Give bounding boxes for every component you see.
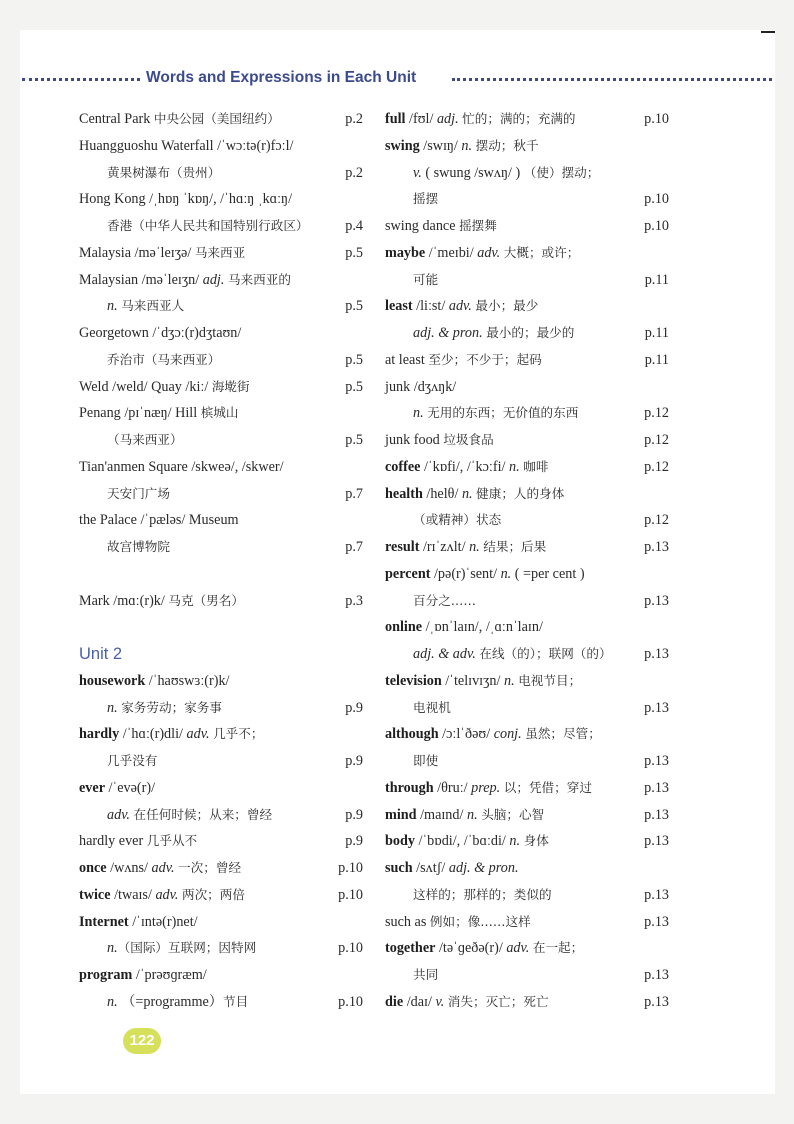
part-of-speech: adj.: [202, 271, 228, 288]
page-reference: p.4: [345, 218, 363, 234]
page-reference: p.10: [338, 860, 363, 876]
word-entry: [79, 320, 363, 347]
chinese-meaning: 家务劳动；家务事: [121, 699, 222, 715]
part-of-speech: n.: [469, 539, 484, 555]
headword: coffee: [385, 458, 421, 475]
entry-text: Hong Kong /ˌhɒŋ ˈkɒŋ/, /ˈhɑːŋ ˌkɑːŋ/: [79, 191, 293, 208]
chinese-meaning: 摆动；秋千: [475, 137, 539, 153]
chinese-meaning: 马克（男名）: [168, 592, 244, 608]
entry-text: junk food: [385, 432, 444, 448]
chinese-meaning: （国际）互联网；因特网: [117, 940, 257, 956]
page-reference: p.13: [644, 913, 669, 930]
page-reference: p.13: [644, 806, 669, 823]
entry-text: Malaysian /məˈleɪʒn/: [79, 271, 203, 288]
entry-text: /ˈhɑː(r)dli/: [119, 726, 187, 743]
chinese-meaning: 节目: [222, 993, 249, 1009]
page-reference: p.12: [644, 512, 669, 529]
page-reference: p.9: [345, 699, 363, 716]
word-entry: [79, 588, 363, 615]
entry-text: Tian'anmen Square /skweə/, /skwer/: [79, 458, 284, 475]
chinese-meaning: 中央公园（美国纽约）: [153, 111, 280, 126]
page-reference: p.10: [644, 111, 669, 127]
entry-continuation: [385, 267, 669, 294]
entry-continuation: [79, 427, 363, 454]
entry-text: /twaɪs/: [110, 886, 156, 903]
page-reference: p.9: [345, 806, 363, 823]
page-reference: p.12: [644, 432, 669, 448]
chinese-meaning: 例如；像……这样: [429, 913, 531, 929]
page-reference: p.5: [345, 351, 363, 368]
headword: percent: [385, 565, 431, 582]
headword: Internet: [79, 913, 129, 930]
chinese-meaning: 故宫博物院: [107, 539, 170, 554]
page-reference: p.13: [644, 993, 669, 1010]
entry-continuation: [385, 400, 669, 427]
page-reference: p.12: [644, 405, 669, 422]
chinese-meaning: 无用的东西；无价值的东西: [427, 405, 579, 421]
part-of-speech: n.: [461, 137, 476, 154]
entry-text: Malaysia /məˈleɪʒə/: [79, 244, 195, 261]
word-entry: [79, 186, 363, 213]
chinese-meaning: 这样的；那样的；类似的: [413, 886, 552, 902]
word-entry: [385, 721, 669, 748]
right-word-column: [385, 106, 669, 1016]
entry-text: /liːst/: [412, 298, 449, 315]
word-entry: [79, 962, 363, 989]
chinese-meaning: 垃圾食品: [443, 432, 494, 447]
page-reference: p.7: [345, 539, 363, 555]
entry-text: junk /dʒʌŋk/: [385, 378, 457, 395]
entry-continuation: [79, 534, 363, 561]
part-of-speech: adv.: [186, 726, 214, 743]
headword: result: [385, 539, 420, 555]
part-of-speech: adv.: [107, 806, 134, 823]
headword: once: [79, 860, 107, 876]
part-of-speech: n.: [500, 565, 515, 582]
entry-text: /ˈhaʊswɜː(r)k/: [145, 672, 230, 689]
word-entry: [79, 775, 363, 802]
headword: through: [385, 779, 434, 796]
chinese-meaning: 电视节目；: [518, 672, 582, 688]
chinese-meaning: 健康；人的身体: [476, 485, 565, 501]
word-entry: [79, 454, 363, 481]
entry-text: Weld /weld/ Quay /kiː/: [79, 378, 212, 395]
chinese-meaning: 电视机: [413, 699, 451, 715]
chinese-meaning: 头脑；心智: [481, 806, 545, 822]
entry-text: /ɔːlˈðəʊ/: [438, 726, 494, 743]
entry-continuation: [385, 962, 669, 989]
page-reference: p.10: [644, 218, 669, 234]
entry-text: hardly ever: [79, 833, 147, 850]
entry-text: /ˈbɒdi/, /ˈbɑːdi/: [414, 833, 510, 850]
word-entry: [79, 721, 363, 748]
word-entry: [79, 507, 363, 534]
entry-text: such as: [385, 913, 430, 930]
entry-text: Huangguoshu Waterfall /ˈwɔːtə(r)fɔːl/: [79, 137, 294, 154]
headword: mind: [385, 806, 417, 823]
entry-continuation: [385, 588, 669, 615]
entry-text: /θruː/: [433, 779, 472, 796]
word-entry: [385, 561, 669, 588]
word-entry: [385, 614, 669, 641]
word-entry: [79, 668, 363, 695]
word-entry: [385, 374, 669, 401]
entry-text: /fʊl/: [405, 111, 437, 127]
word-entry: [79, 882, 363, 909]
part-of-speech: adv.: [448, 298, 476, 315]
headword: twice: [79, 886, 111, 903]
page-reference: p.2: [345, 164, 363, 181]
part-of-speech: adj. & adv.: [413, 646, 480, 662]
corner-mark: [761, 31, 775, 33]
headword: housework: [79, 672, 146, 689]
page-reference: p.5: [345, 378, 363, 395]
spacer: [79, 561, 363, 588]
entry-continuation: [79, 748, 363, 775]
word-entry: [79, 106, 363, 133]
entry-text: /təˈɡeðə(r)/: [435, 940, 507, 957]
part-of-speech: adv.: [477, 244, 504, 261]
chinese-meaning: 共同: [413, 967, 439, 982]
page-reference: p.5: [345, 244, 363, 261]
page-reference: p.5: [345, 298, 363, 315]
entry-text: the Palace /ˈpæləs/ Museum: [79, 512, 239, 529]
word-entry: [79, 828, 363, 855]
entry-text: （=programme）: [121, 993, 223, 1010]
entry-continuation: [385, 882, 669, 909]
part-of-speech: adv.: [151, 860, 179, 876]
chinese-meaning: 摇摆: [413, 191, 439, 207]
page-reference: p.13: [644, 646, 669, 662]
chinese-meaning: 黄果树瀑布（贵州）: [107, 164, 221, 180]
page-reference: p.13: [644, 753, 669, 769]
entry-text: Central Park: [79, 111, 154, 127]
part-of-speech: n.: [509, 833, 524, 850]
chinese-meaning: 天安门广场: [107, 485, 170, 501]
chinese-meaning: 消失；灭亡；死亡: [447, 993, 549, 1009]
entry-text: at least: [385, 351, 429, 368]
entry-continuation: [385, 641, 669, 668]
word-entry: [79, 374, 363, 401]
page-reference: p.11: [644, 271, 669, 288]
entry-continuation: [385, 186, 669, 213]
entry-text: /ˈɪntə(r)net/: [128, 913, 198, 930]
entry-text: /ˈkɒfi/, /ˈkɔːfi/: [420, 458, 510, 475]
entry-continuation: [79, 160, 363, 187]
entry-text: /pə(r)ˈsent/: [430, 565, 501, 582]
word-entry: [385, 534, 669, 561]
entry-text: /daɪ/: [403, 993, 436, 1010]
chinese-meaning: 摇摆舞: [459, 218, 497, 233]
chinese-meaning: 即使: [413, 753, 439, 768]
entry-text: /ˈprəʊɡræm/: [132, 967, 207, 983]
unit-title: Unit 2: [79, 645, 123, 663]
chinese-meaning: 马来西亚: [194, 244, 246, 260]
entry-text: ( =per cent ): [514, 565, 585, 582]
entry-text: Georgetown /ˈdʒɔː(r)dʒtaʊn/: [79, 325, 242, 341]
word-entry: [385, 240, 669, 267]
page-reference: p.10: [338, 940, 363, 957]
entry-text: Mark /mɑː(r)k/: [79, 592, 169, 609]
chinese-meaning: 结果；后果: [483, 539, 547, 554]
headword: maybe: [385, 244, 426, 261]
word-entry: [79, 133, 363, 160]
chinese-meaning: 马来西亚人: [121, 298, 185, 314]
spacer: [79, 614, 363, 641]
page-reference: p.9: [345, 753, 363, 769]
word-entry: [79, 267, 363, 294]
headword: although: [385, 726, 439, 743]
word-entry: [385, 106, 669, 133]
part-of-speech: adj.: [436, 111, 463, 127]
chinese-meaning: 在线（的）；联网（的）: [479, 646, 612, 661]
word-entry: [79, 240, 363, 267]
entry-continuation: [79, 347, 363, 374]
chinese-meaning: （马来西亚）: [107, 432, 183, 447]
headword: swing: [385, 137, 420, 154]
part-of-speech: n.: [107, 940, 118, 957]
part-of-speech: prep.: [471, 779, 504, 796]
page-reference: p.12: [644, 458, 669, 475]
entry-continuation: [385, 160, 669, 187]
page-reference: p.13: [644, 699, 669, 716]
word-entry: [385, 802, 669, 829]
headword: online: [385, 619, 423, 636]
page-reference: p.13: [644, 886, 669, 903]
chinese-meaning: （或精神）状态: [413, 512, 502, 528]
word-entry: [385, 909, 669, 936]
page-reference: p.13: [644, 539, 669, 555]
entry-text: /ˈtelɪvɪʒn/: [441, 672, 505, 689]
word-entry: [79, 909, 363, 936]
header-dots-left: [22, 78, 140, 81]
word-entry: [385, 481, 669, 508]
chinese-meaning: 咖啡: [523, 458, 549, 474]
chinese-meaning: 虽然；尽管；: [525, 726, 601, 742]
headword: together: [385, 940, 436, 957]
chinese-meaning: 在一起；: [532, 940, 584, 956]
headword: least: [385, 298, 413, 315]
entry-text: Penang /pɪˈnæŋ/ Hill: [79, 405, 201, 422]
page-reference: p.10: [338, 993, 363, 1010]
part-of-speech: n.: [107, 298, 122, 315]
entry-text: /ˈmeɪbi/: [425, 244, 478, 261]
chinese-meaning: 一次；曾经: [178, 860, 242, 875]
headword: die: [385, 993, 404, 1010]
headword: body: [385, 833, 415, 850]
entry-continuation: [79, 213, 363, 240]
headword: hardly: [79, 726, 120, 743]
chinese-meaning: 马来西亚的: [227, 271, 291, 287]
headword: program: [79, 967, 133, 983]
section-header: [22, 66, 774, 92]
page-reference: p.10: [644, 191, 669, 208]
part-of-speech: adv.: [155, 886, 182, 903]
part-of-speech: n.: [509, 458, 524, 475]
chinese-meaning: 最小；最少: [475, 298, 539, 314]
left-word-column: [79, 106, 363, 1016]
entry-continuation: [79, 293, 363, 320]
chinese-meaning: 百分之……: [413, 592, 476, 608]
chinese-meaning: 几乎从不: [146, 833, 198, 849]
part-of-speech: adj. & pron.: [448, 860, 519, 876]
chinese-meaning: 以；凭借；穿过: [503, 779, 592, 795]
entry-text: /rɪˈzʌlt/: [419, 539, 470, 555]
word-entry: [385, 935, 669, 962]
headword: ever: [79, 779, 105, 796]
part-of-speech: n.: [504, 672, 519, 689]
chinese-meaning: 在任何时候；从来；曾经: [133, 806, 273, 822]
entry-text: ( swung /swʌŋ/ ): [425, 164, 524, 181]
entry-continuation: [385, 320, 669, 347]
word-entry: [385, 347, 669, 374]
chinese-meaning: 最小的；最少的: [486, 325, 575, 340]
headword: full: [385, 111, 406, 127]
headword: such: [385, 860, 413, 876]
entry-continuation: [79, 481, 363, 508]
entry-text: /wʌns/: [106, 860, 152, 876]
part-of-speech: v.: [435, 993, 448, 1010]
page-number-badge: 122: [123, 1028, 161, 1054]
chinese-meaning: 乔治市（马来西亚）: [107, 351, 221, 367]
section-title: Words and Expressions in Each Unit: [146, 69, 417, 86]
part-of-speech: n.: [107, 993, 122, 1010]
word-entry: [385, 213, 669, 240]
entry-continuation: [79, 695, 363, 722]
page-reference: p.13: [644, 967, 669, 983]
chinese-meaning: 至少；不少于；起码: [428, 351, 542, 367]
part-of-speech: conj.: [493, 726, 526, 743]
page-reference: p.5: [345, 432, 363, 448]
chinese-meaning: 香港（中华人民共和国特别行政区）: [107, 218, 309, 233]
page-reference: p.7: [345, 485, 363, 502]
page-reference: p.2: [345, 111, 363, 127]
chinese-meaning: 忙的；满的；充满的: [462, 111, 576, 126]
entry-continuation: [79, 802, 363, 829]
part-of-speech: n.: [107, 699, 122, 716]
headword: television: [385, 672, 442, 689]
part-of-speech: v.: [413, 164, 426, 181]
entry-continuation: [79, 935, 363, 962]
chinese-meaning: 海墘街: [211, 378, 250, 394]
page-reference: p.3: [345, 592, 363, 609]
page-reference: p.10: [338, 886, 363, 903]
part-of-speech: n.: [467, 806, 482, 823]
word-entry: [385, 133, 669, 160]
page-reference: p.13: [644, 592, 669, 609]
entry-text: swing dance: [385, 218, 460, 234]
headword: health: [385, 485, 423, 502]
word-entry: [385, 775, 669, 802]
chinese-meaning: 槟城山: [200, 405, 239, 421]
entry-continuation: [385, 507, 669, 534]
page-reference: p.11: [644, 351, 669, 368]
chinese-meaning: 大概；或许；: [503, 244, 580, 260]
chinese-meaning: （使）摆动；: [523, 164, 600, 180]
entry-text: /ˌɒnˈlaɪn/, /ˌɑːnˈlaɪn/: [422, 619, 543, 636]
entry-text: /maɪnd/: [416, 806, 467, 823]
word-entry: [385, 855, 669, 882]
part-of-speech: adj. & pron.: [413, 325, 487, 341]
word-entry: [385, 828, 669, 855]
part-of-speech: adv.: [506, 940, 533, 957]
entry-text: /sʌtʃ/: [412, 860, 449, 876]
word-entry: [385, 668, 669, 695]
entry-continuation: [385, 748, 669, 775]
word-entry: [79, 400, 363, 427]
entry-text: /ˈevə(r)/: [105, 779, 156, 796]
entry-text: /swɪŋ/: [419, 137, 462, 154]
entry-continuation: [385, 695, 669, 722]
header-dots-right: [452, 78, 772, 81]
part-of-speech: n.: [413, 405, 428, 422]
page-reference: p.13: [644, 833, 669, 850]
word-entry: [385, 293, 669, 320]
chinese-meaning: 几乎不；: [213, 726, 264, 742]
word-entry: [385, 427, 669, 454]
word-entry: [385, 989, 669, 1016]
part-of-speech: n.: [461, 485, 477, 502]
word-entry: [385, 454, 669, 481]
page-reference: p.11: [644, 325, 669, 341]
chinese-meaning: 可能: [413, 271, 439, 287]
unit-heading: [79, 641, 363, 668]
chinese-meaning: 几乎没有: [107, 753, 158, 768]
page-reference: p.13: [644, 779, 669, 796]
entry-text: /helθ/: [422, 485, 462, 502]
entry-continuation: [79, 989, 363, 1016]
chinese-meaning: 两次；两倍: [181, 886, 245, 902]
chinese-meaning: 身体: [523, 833, 549, 849]
word-entry: [79, 855, 363, 882]
page-reference: p.9: [345, 833, 363, 850]
